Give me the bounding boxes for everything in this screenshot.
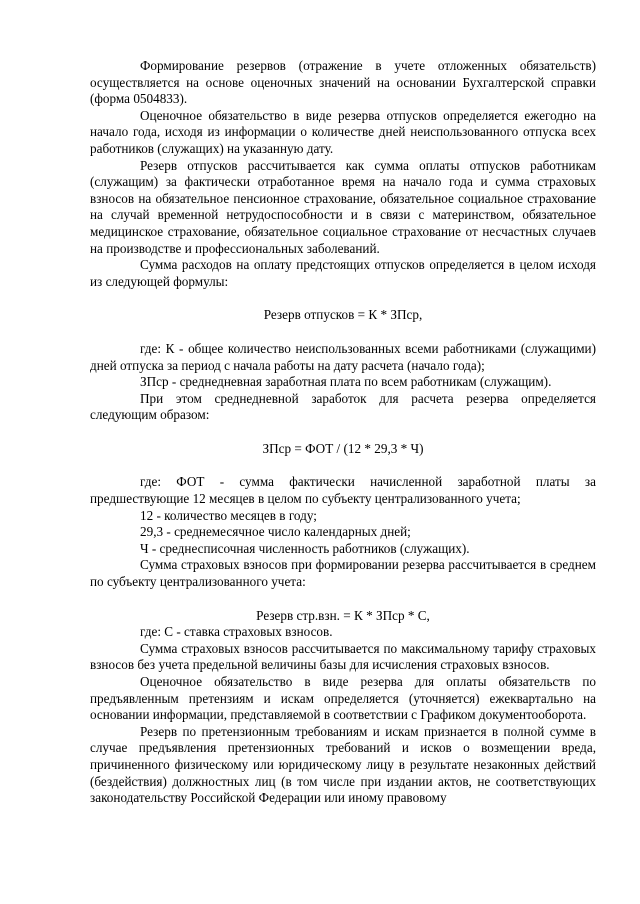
definition-29-3: 29,3 - среднемесячное число календарных дней; (140, 524, 411, 540)
paragraph-average-daily-earnings: При этом среднедневной заработок для расчета резерва определяется следующим образом: (90, 390, 596, 423)
paragraph-claims-obligation: Оценочное обязательство в виде резерва для оплаты обязательств по предъявленным претензиям и искам определяется (уточняется) ежеквартально на основании информации, представляемой в соответствии с Графиком документооборота. (90, 674, 596, 723)
definition-k: где: К - общее количество неиспользованных всеми работниками (служащими) дней отпуска за период с начала работы на дату расчета (начало года); (90, 340, 596, 373)
paragraph-vacation-expense-sum: Сумма расходов на оплату предстоящих отпусков определяется в целом исходя из следующей формулы: (90, 257, 596, 289)
definition-ch: Ч - среднесписочная численность работников (служащих). (140, 540, 470, 556)
paragraph-reserves-formation: Формирование резервов (отражение в учете отложенных обязательств) осуществляется на основе оценочных значений на основании Бухгалтерской справки (форма 0504833). (90, 58, 596, 107)
document-page (90, 58, 596, 807)
definition-zpsr: ЗПср - среднедневная заработная плата по всем работникам (служащим). (140, 374, 552, 390)
paragraph-vacation-obligation: Оценочное обязательство в виде резерва отпусков определяется ежегодно на начало года, исходя из информации о количестве дней неиспользованного отпуска всех работников (служащих) на указанную дату. (90, 107, 596, 156)
formula-average-daily-salary: ЗПср = ФОТ / (12 * 29,3 * Ч) (262, 440, 424, 456)
paragraph-vacation-reserve-calc: Резерв отпусков рассчитывается как сумма оплаты отпусков работникам (служащим) за фактически отработанное время на начало года и сумма страховых взносов на обязательное пенсионное страхование, обязательное социальное страхование на случай временной нетрудоспособности и в связи с материнством, обязательное медицинское страхование, обязательное социальное страхование от несчастных случаев на производстве и профессиональных заболеваний. (90, 157, 596, 256)
formula-vacation-reserve: Резерв отпусков = К * ЗПср, (263, 307, 423, 323)
formula-insurance-reserve: Резерв стр.взн. = К * ЗПср * С, (256, 607, 430, 623)
paragraph-max-tariff: Сумма страховых взносов рассчитывается по максимальному тарифу страховых взносов без учета предельной величины базы для исчисления страховых взносов. (90, 640, 596, 673)
paragraph-insurance-contributions: Сумма страховых взносов при формировании резерва рассчитывается в среднем по субъекту централизованного учета: (90, 557, 596, 590)
definition-c: где: С - ставка страховых взносов. (140, 624, 333, 640)
definition-fot: где: ФОТ - сумма фактически начисленной заработной платы за предшествующие 12 месяцев в целом по субъекту централизованного учета; (90, 474, 596, 507)
paragraph-claims-reserve: Резерв по претензионным требованиям и искам признается в полной сумме в случае предъявления претензионных требований и исков о возмещении вреда, причиненного физическому или юридическому лицу в результате незаконных действий (бездействия) должностных лиц (в том числе при издании актов, не соответствующих законодательству Российской Федерации или иному правовому (90, 723, 596, 806)
definition-12: 12 - количество месяцев в году; (140, 507, 317, 523)
